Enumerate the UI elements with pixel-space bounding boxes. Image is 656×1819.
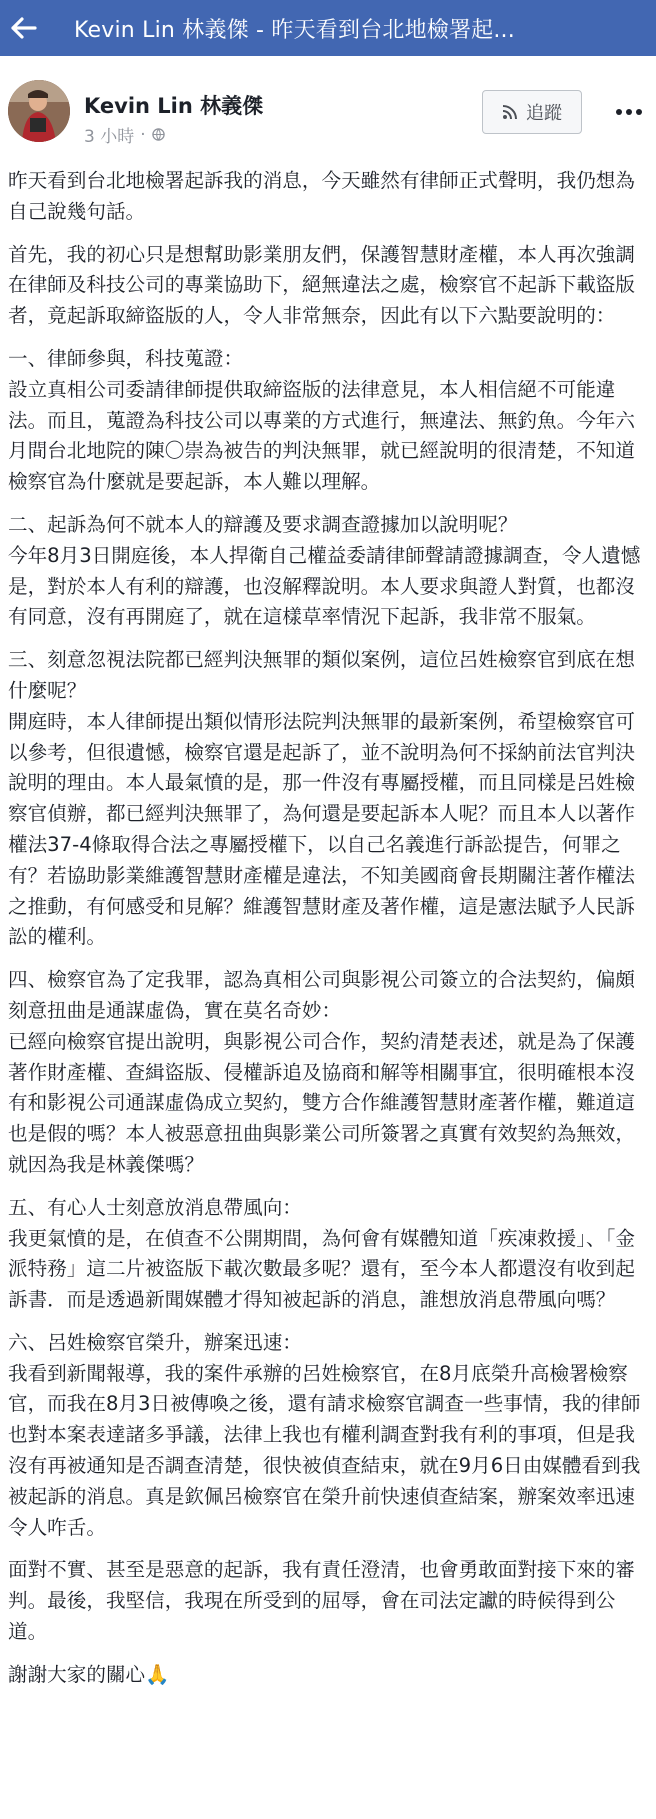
author-name[interactable]: Kevin Lin 林義傑: [84, 94, 264, 118]
post-paragraph: 一、律師參與，科技蒐證： 設立真相公司委請律師提供取締盜版的法律意見，本人相信絕不可能違法。而且，蒐證為科技公司以專業的方式進行，無違法、無釣魚。今年六月間台北地院的陳〇崇為被告的判決無罪，就已經說明的很清楚，不知道檢察官為什麼就是要起訴，本人難以理解。: [8, 346, 635, 494]
arrow-left-icon: [11, 17, 37, 39]
avatar[interactable]: [8, 80, 70, 142]
more-dot: [636, 109, 642, 115]
more-dots-icon: [616, 109, 622, 115]
page-title: Kevin Lin 林義傑 - 昨天看到台北地檢署起...: [74, 17, 515, 43]
rss-icon: [502, 104, 518, 120]
post-paragraph: 三、刻意忽視法院都已經判決無罪的類似案例，這位呂姓檢察官到底在想什麼呢？ 開庭時，本人律師提出類似情形法院判決無罪的最新案例，希望檢察官可以參考，但很遺憾，檢察官還是起訴了，並不說明為何不採納前法官判決說明的理由。本人最氣憤的是，那一件沒有專屬授權，而且同樣是呂姓檢察官偵辦，都已經判決無罪了，為何還是要起訴本人呢？而且本人以著作權法37-4條取得合法之專屬授權下，以自己名義進行訴訟提告，何罪之有？若協助影業維護智慧財產權是違法，不知美國商會長期關注著作權法之推動，有何感受和見解？維護智慧財產及著作權，這是憲法賦予人民訴訟的權利。: [8, 648, 635, 949]
dot-separator: ·: [140, 124, 146, 145]
post-body: [8, 166, 648, 1703]
post-header: [0, 72, 656, 162]
post-paragraph: 五、有心人士刻意放消息帶風向： 我更氣憤的是，在偵查不公開期間，為何會有媒體知道「疾凍救援」、「金派特務」這二片被盜版下載次數最多呢？還有，至今本人都還沒有收到起訴書．而是透過新聞媒體才得知被起訴的消息，誰想放消息帶風向嗎？: [8, 1195, 635, 1312]
avatar-image: [8, 80, 70, 142]
post-meta: [84, 122, 165, 147]
globe-icon: [152, 128, 165, 141]
post-time[interactable]: 3 小時: [84, 127, 135, 147]
post-paragraph: 昨天看到台北地檢署起訴我的消息，今天雖然有律師正式聲明，我仍想為自己說幾句話。: [8, 169, 635, 223]
follow-label: 追蹤: [526, 103, 562, 124]
post-paragraph: 謝謝大家的關心🙏: [8, 1662, 170, 1686]
follow-button[interactable]: [482, 90, 582, 134]
post-paragraph: 首先，我的初心只是想幫助影業朋友們，保護智慧財產權，本人再次強調在律師及科技公司的專業協助下，絕無違法之處，檢察官不起訴下載盜版者，竟起訴取締盜版的人，令人非常無奈，因此有以下六點要說明的：: [8, 242, 635, 328]
post-paragraph: 四、檢察官為了定我罪，認為真相公司與影視公司簽立的合法契約，偏頗刻意扭曲是通謀虛偽，實在莫名奇妙： 已經向檢察官提出說明，與影視公司合作，契約清楚表述，就是為了保護著作財產權、查緝盜版、侵權訴追及協商和解等相關事宜，很明確根本沒有和影視公司通謀虛偽成立契約，雙方合作維護智慧財產著作權，難道這也是假的嗎？本人被惡意扭曲與影業公司所簽署之真實有效契約為無效，就因為我是林義傑嗎？: [8, 968, 635, 1176]
post-paragraph: 六、呂姓檢察官榮升，辦案迅速： 我看到新聞報導，我的案件承辦的呂姓檢察官，在8月底榮升高檢署檢察官，而我在8月3日被傳喚之後，還有請求檢察官調查一些事情，我的律師也對本案表達諸多爭議，法律上我也有權利調查對我有利的事項，但是我沒有再被通知是否調查清楚，很快被偵查結束，就在9月6日由媒體看到我被起訴的消息。真是欽佩呂檢察官在榮升前快速偵查結案，辦案效率迅速令人咋舌。: [8, 1330, 641, 1539]
top-bar: [0, 0, 656, 56]
back-button[interactable]: [0, 0, 48, 56]
post-paragraph: 二、起訴為何不就本人的辯護及要求調查證據加以說明呢？ 今年8月3日開庭後，本人捍衛自己權益委請律師聲請證據調查，令人遺憾是，對於本人有利的辯護，也沒解釋說明。本人要求與證人對質，也都沒有同意，沒有再開庭了，就在這樣草率情況下起訴，我非常不服氣。: [8, 512, 641, 629]
more-dot: [626, 109, 632, 115]
post-paragraph: 面對不實、甚至是惡意的起訴，我有責任澄清，也會勇敢面對接下來的審判。最後，我堅信，我現在所受到的屈辱，會在司法定讞的時候得到公道。: [8, 1558, 635, 1644]
more-options-button[interactable]: [612, 100, 646, 124]
